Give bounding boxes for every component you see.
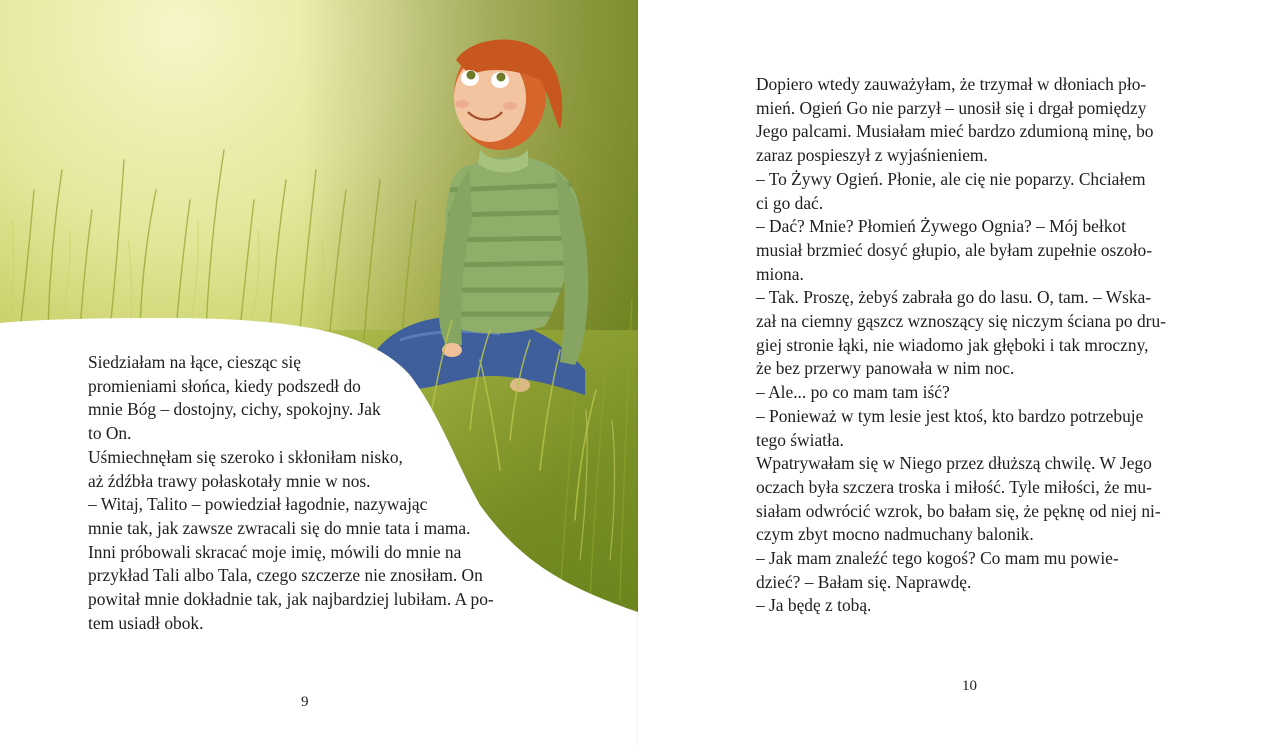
text-line: miona.: [756, 263, 804, 284]
left-page: [0, 0, 638, 745]
text-line: – Ale... po co mam tam iść?: [756, 382, 950, 403]
text-line: siałam odwrócić wzrok, bo bałam się, że pęknę od niej ni-: [756, 500, 1161, 521]
text-line: aż źdźbła trawy połaskotały mnie w nos.: [88, 470, 371, 491]
paragraph: [66, 351, 536, 446]
text-line: Jego palcami. Musiałam mieć bardzo zdumioną minę, bo: [756, 121, 1154, 142]
right-page-text: [734, 73, 1200, 618]
text-line: – Dać? Mnie? Płomień Żywego Ognia? – Mój bełkot: [756, 216, 1126, 237]
text-line: zaraz pospieszył z wyjaśnieniem.: [756, 145, 988, 166]
text-line: promieniami słońca, kiedy podszedł do: [88, 375, 361, 396]
text-line: mnie Bóg – dostojny, cichy, spokojny. Jak: [88, 399, 381, 420]
paragraph: [66, 446, 536, 493]
page-number: 10: [962, 678, 977, 694]
text-line: przykład Tali albo Tala, czego szczerze nie znosiłam. On: [88, 565, 483, 586]
text-line: – To Żywy Ogień. Płonie, ale cię nie poparzy. Chciałem: [756, 168, 1146, 189]
text-line: to On.: [88, 423, 132, 444]
text-line: Dopiero wtedy zauważyłam, że trzymał w dłoniach pło-: [756, 74, 1147, 94]
paragraph: [734, 594, 1200, 618]
page-number: 9: [301, 694, 309, 710]
text-line: – Ja będę z tobą.: [756, 595, 872, 616]
paragraph: [734, 547, 1200, 594]
text-line: że bez przerwy panowała w nim noc.: [756, 358, 1015, 379]
text-line: Wpatrywałam się w Niego przez dłuższą chwilę. W Jego: [756, 453, 1152, 474]
text-line: tego światła.: [756, 429, 844, 450]
text-line: mnie tak, jak zawsze zwracali się do mnie tata i mama.: [88, 517, 471, 538]
text-line: musiał brzmieć dosyć głupio, ale byłam zupełnie oszoło-: [756, 239, 1153, 260]
text-line: Inni próbowali skracać moje imię, mówili do mnie na: [88, 541, 462, 562]
paragraph: [734, 405, 1200, 452]
paragraph: [734, 381, 1200, 405]
left-page-text: [66, 351, 536, 635]
paragraph: [734, 286, 1200, 381]
text-line: tem usiadł obok.: [88, 612, 204, 633]
paragraph: [66, 493, 536, 540]
text-line: giej stronie łąki, nie wiadomo jak głęboki i tak mroczny,: [756, 334, 1149, 355]
paragraph: [734, 452, 1200, 547]
paragraph: [66, 541, 536, 636]
text-line: – Ponieważ w tym lesie jest ktoś, kto bardzo potrzebuje: [756, 405, 1144, 426]
paragraph: [734, 215, 1200, 286]
text-line: – Tak. Proszę, żebyś zabrała go do lasu. O, tam. – Wska-: [756, 287, 1152, 308]
text-line: zał na ciemny gąszcz wznoszący się niczym ściana po dru-: [756, 311, 1166, 332]
text-line: oczach była szczera troska i miłość. Tyle miłości, że mu-: [756, 476, 1152, 497]
text-line: Siedziałam na łące, ciesząc się: [88, 352, 301, 372]
text-line: dzieć? – Bałam się. Naprawdę.: [756, 571, 972, 592]
text-line: ci go dać.: [756, 192, 824, 213]
paragraph: [734, 168, 1200, 215]
text-line: powitał mnie dokładnie tak, jak najbardziej lubiłam. A po-: [88, 589, 494, 610]
text-line: czym zbyt mocno nadmuchany balonik.: [756, 524, 1034, 545]
paragraph: [734, 73, 1200, 168]
text-line: Uśmiechnęłam się szeroko i skłoniłam nisko,: [88, 446, 403, 467]
text-line: – Jak mam znaleźć tego kogoś? Co mam mu powie-: [756, 548, 1119, 569]
text-line: – Witaj, Talito – powiedział łagodnie, nazywając: [88, 494, 428, 515]
text-line: mień. Ogień Go nie parzył – unosił się i drgał pomiędzy: [756, 97, 1147, 118]
